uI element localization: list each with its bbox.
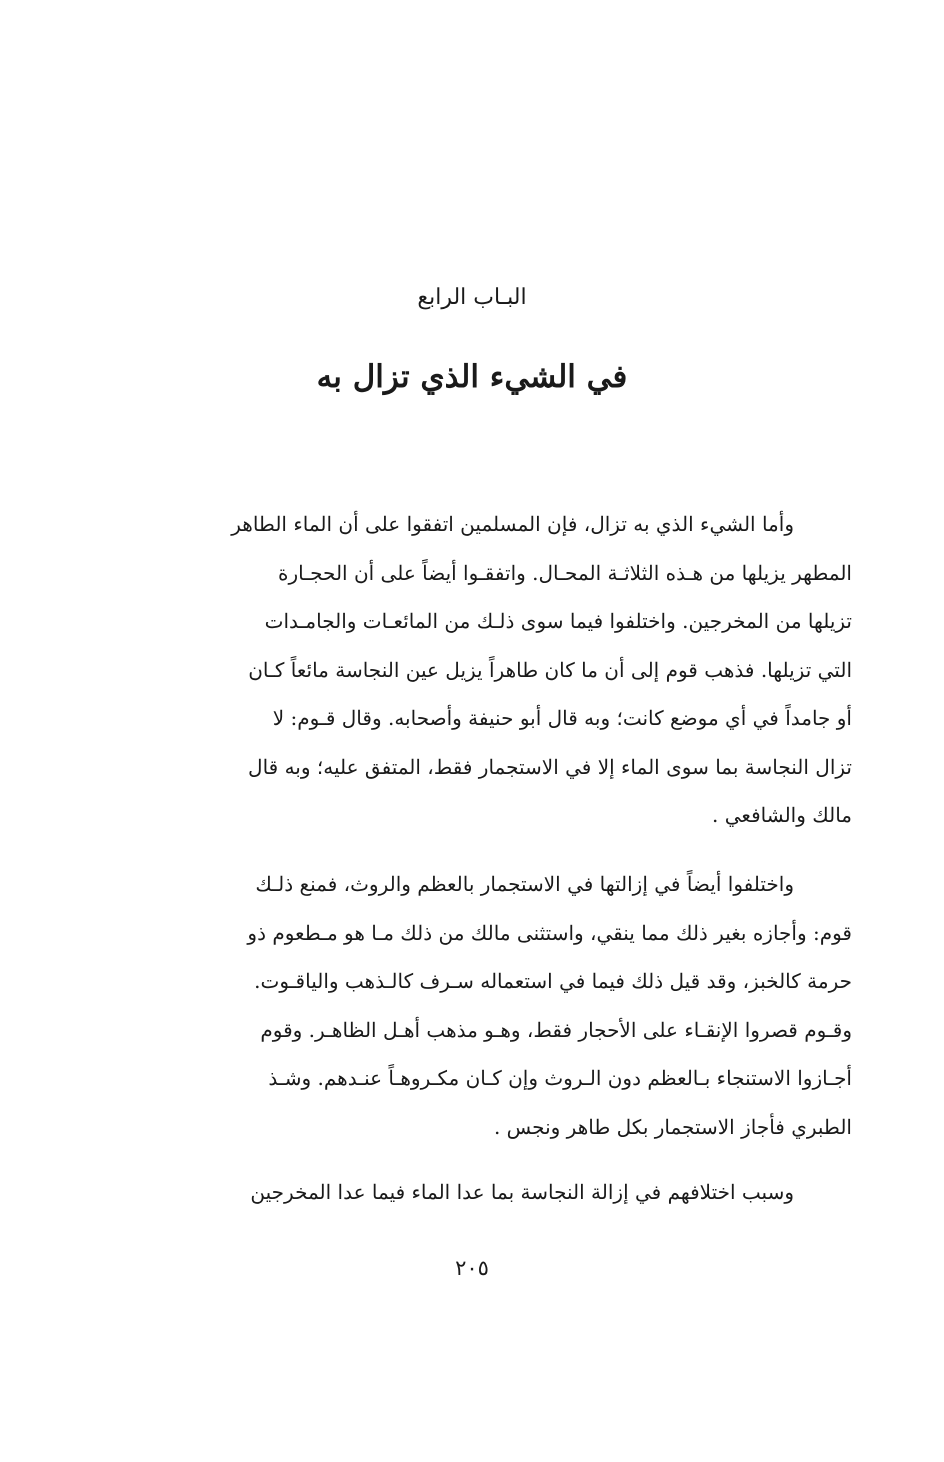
text-line: وأما الشيء الذي به تزال، فإن المسلمين اتفقوا على أن الماء الطاهر — [231, 512, 794, 536]
text-line: تزيلها من المخرجين. واختلفوا فيما سوى ذلـك من المائعـات والجامـدات — [264, 609, 852, 633]
paragraph-2 — [130, 860, 852, 1151]
text-line: أجـازوا الاستنجاء بـالعظم دون الـروث وإن كـان مكـروهـاً عنـدهم. وشـذ — [268, 1066, 852, 1090]
paragraph-3 — [130, 1168, 852, 1217]
text-line: واختلفوا أيضاً في إزالتها في الاستجمار بالعظم والروث، فمنع ذلـك — [255, 872, 794, 896]
text-line: الطبري فأجاز الاستجمار بكل طاهر ونجس . — [493, 1114, 852, 1139]
text-line: تزال النجاسة بما سوى الماء إلا في الاستجمار فقط، المتفق عليه؛ وبه قال — [248, 754, 852, 779]
text-line: التي تزيلها. فذهب قوم إلى أن ما كان طاهراً يزيل عين النجاسة مائعاً كـان — [248, 657, 852, 682]
page-number: ٢٠٥ — [455, 1256, 489, 1280]
text-line: وسبب اختلافهم في إزالة النجاسة بما عدا الماء فيما عدا المخرجين — [250, 1180, 794, 1204]
chapter-title: في الشيء الذي تزال به — [316, 359, 628, 395]
text-line: حرمة كالخبز، وقد قيل ذلك فيما في استعماله سـرف كالـذهب والياقـوت. — [254, 969, 852, 993]
text-line: أو جامداً في أي موضع كانت؛ وبه قال أبو حنيفة وأصحابه. وقال قـوم: لا — [272, 706, 852, 730]
paragraph-1 — [130, 500, 852, 840]
text-line: قوم: وأجازه بغير ذلك مما ينقي، واستثنى مالك من ذلك مـا هو مـطعوم ذو — [247, 920, 852, 945]
text-line: مالك والشافعي . — [712, 803, 852, 827]
chapter-label: البـاب الرابع — [417, 285, 527, 310]
text-line: وقـوم قصروا الإنقـاء على الأحجار فقط، وهـو مذهب أهـل الظاهـر. وقوم — [260, 1017, 852, 1042]
text-line: المطهر يزيلها من هـذه الثلاثـة المحـال. واتفقـوا أيضاً على أن الحجـارة — [278, 560, 852, 585]
